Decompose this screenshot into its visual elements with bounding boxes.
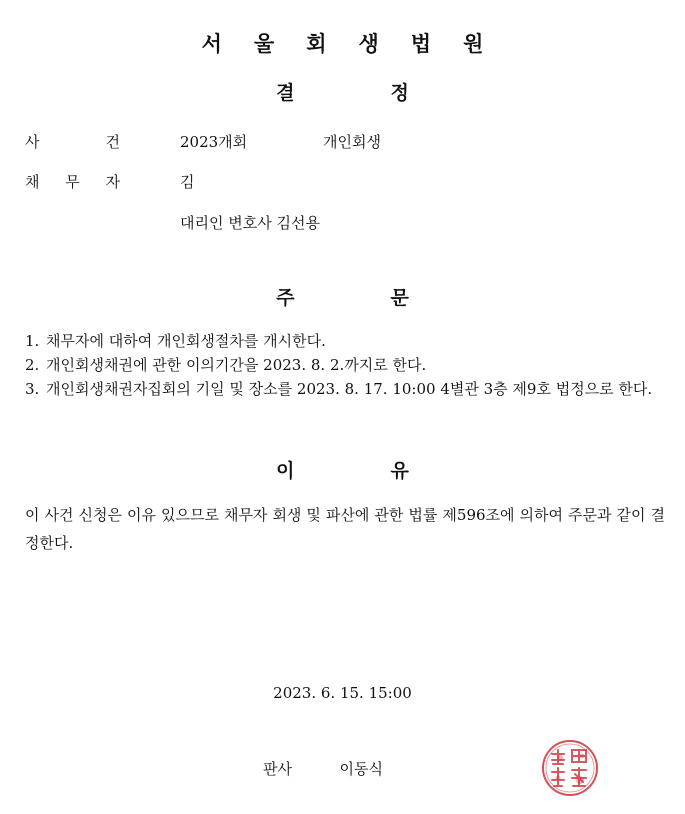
order-title-char: 주 — [276, 287, 295, 309]
decision-date: 2023. 6. 15. 15:00 — [273, 684, 412, 702]
reason-title-char: 이 — [276, 460, 295, 482]
court-name-char: 회 — [306, 32, 327, 56]
judge-title: 판사 — [263, 760, 292, 778]
debtor-label — [25, 171, 120, 192]
court-name-char: 법 — [410, 32, 432, 56]
reason-title-char: 유 — [390, 460, 409, 482]
order-title-char: 문 — [390, 287, 409, 309]
case-label — [25, 131, 120, 152]
order-title — [0, 283, 685, 310]
order-item-text: 개인회생채권에 관한 이의기간을 2023. 8. 2.까지로 한다. — [46, 356, 427, 374]
court-name-char: 울 — [253, 32, 275, 56]
case-type: 개인회생 — [323, 133, 381, 151]
case-number: 2023개회 — [180, 133, 248, 151]
decision-title — [0, 78, 685, 105]
judge-name: 이동식 — [339, 760, 384, 778]
court-name-char: 서 — [201, 32, 222, 56]
debtor-label-char: 채 — [25, 173, 40, 191]
order-item — [25, 377, 665, 401]
order-list — [25, 329, 665, 401]
order-item — [25, 329, 665, 353]
order-item-number: 3. — [25, 380, 40, 398]
seal-icon — [540, 738, 600, 798]
debtor-label-char: 무 — [65, 173, 80, 191]
case-label-char: 사 — [25, 133, 40, 151]
court-name-char: 원 — [463, 32, 484, 56]
court-name — [0, 28, 685, 58]
case-label-char: 건 — [105, 133, 120, 151]
reason-title — [0, 456, 685, 483]
court-name-char: 생 — [358, 32, 379, 56]
reason-text: 이 사건 신청은 이유 있으므로 채무자 회생 및 파산에 관한 법률 제596조에 의하여 주문과 같이 결정한다. — [25, 506, 665, 552]
decision-title-char: 정 — [390, 82, 409, 104]
debtor-name: 김 — [180, 173, 195, 191]
order-item-number: 1. — [25, 332, 40, 350]
judge-signature — [263, 758, 383, 779]
order-item-text: 채무자에 대하여 개인회생절차를 개시한다. — [46, 332, 326, 350]
debtor-attorney: 대리인 변호사 김선용 — [180, 214, 320, 232]
debtor-label-char: 자 — [105, 173, 120, 191]
order-item-number: 2. — [25, 356, 40, 374]
decision-title-char: 결 — [276, 82, 295, 104]
order-item — [25, 353, 665, 377]
court-seal-stamp — [540, 738, 600, 798]
order-item-text: 개인회생채권자집회의 기일 및 장소를 2023. 8. 17. 10:00 4별관 3층 제9호 법정으로 한다. — [46, 380, 653, 398]
